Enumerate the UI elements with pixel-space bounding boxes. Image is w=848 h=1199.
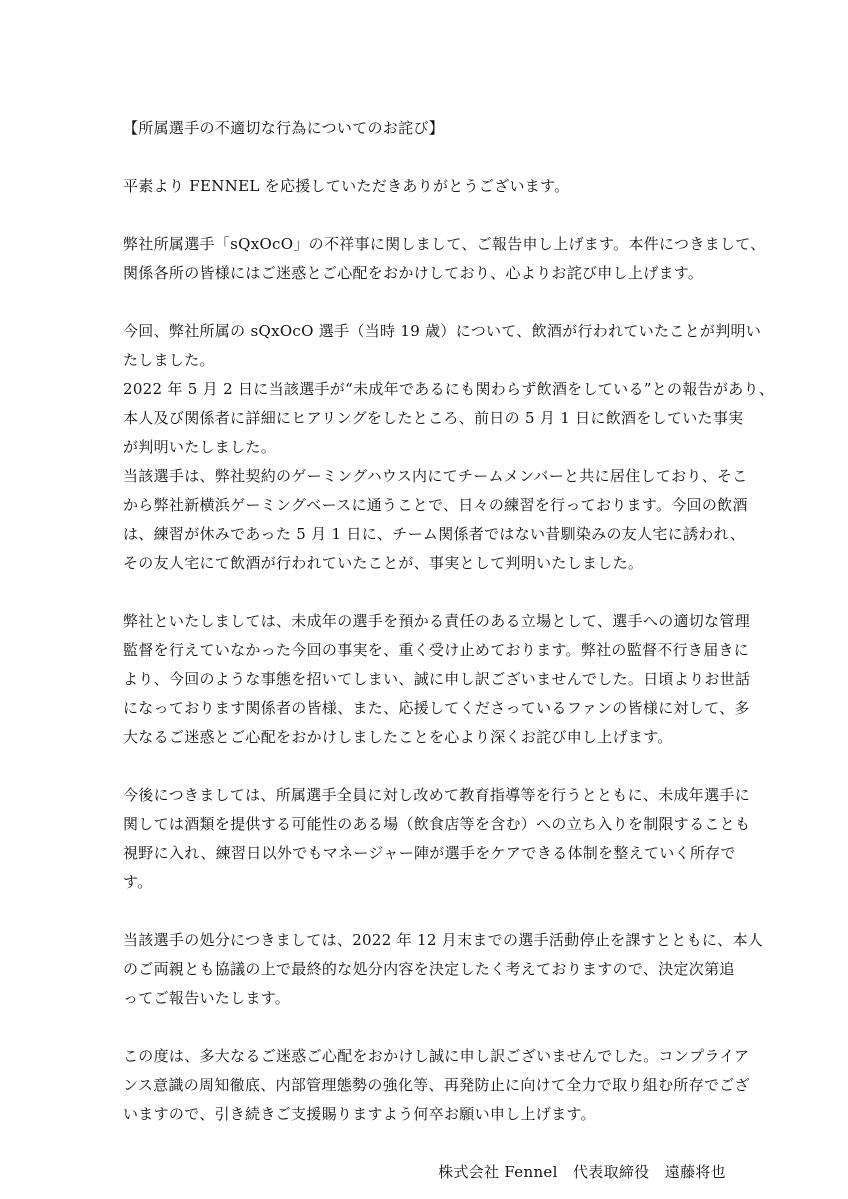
paragraph-responsibility — [123, 607, 751, 752]
text-line: が判明いたしました。 — [123, 438, 277, 456]
spacer — [123, 1013, 728, 1042]
greeting-line: 平素より FENNEL を応援していただきありがとうございます。 — [123, 177, 570, 195]
paragraph-sanction — [123, 926, 764, 1013]
spacer — [123, 201, 728, 230]
text-line: は、練習が休みであった 5 月 1 日に、チーム関係者ではない昔馴染みの友人宅に誘われ、 — [123, 525, 746, 543]
text-line: から弊社新横浜ゲーミングベースに通うことで、日々の練習を行っております。今回の飲酒 — [123, 496, 748, 514]
text-line: 今後につきましては、所属選手全員に対し改めて教育指導等を行うとともに、未成年選手に — [123, 786, 751, 804]
text-line: のご両親とも協議の上で最終的な処分内容を決定したく考えておりますので、決定次第追 — [123, 960, 735, 978]
document-body — [123, 114, 775, 1187]
text-line: 弊社所属選手「sQxOcO」の不祥事に関しまして、ご報告申し上げます。本件につきまして、 — [123, 235, 766, 253]
text-line: 本人及び関係者に詳細にヒアリングをしたところ、前日の 5 月 1 日に飲酒をしていた事実 — [123, 409, 744, 427]
text-line: ってご報告いたします。 — [123, 989, 291, 1007]
paragraph-closing — [123, 1042, 750, 1129]
text-line: になっております関係者の皆様、また、応援してくださっているファンの皆様に対して、多 — [123, 699, 750, 717]
spacer — [123, 288, 728, 317]
text-line: 関係各所の皆様にはご迷惑とご心配をおかけしており、心よりお詫び申し上げます。 — [123, 264, 704, 282]
spacer — [123, 1129, 728, 1158]
text-line: 視野に入れ、練習日以外でもマネージャー陣が選手をケアできる体制を整えていく所存で — [123, 844, 736, 862]
text-line: す。 — [123, 873, 153, 891]
text-line: 当該選手は、弊社契約のゲーミングハウス内にてチームメンバーと共に居住しており、そこ — [123, 467, 748, 485]
spacer — [123, 143, 728, 172]
text-line: ンス意識の周知徹底、内部管理態勢の強化等、再発防止に向けて全力で取り組む所存でござ — [123, 1076, 750, 1094]
text-line: 弊社といたしましては、未成年の選手を預かる責任のある立場として、選手への適切な管理 — [123, 612, 751, 630]
paragraph-measures — [123, 781, 751, 897]
spacer — [123, 578, 728, 607]
text-line: 当該選手の処分につきましては、2022 年 12 月末までの選手活動停止を課すとともに、本人 — [123, 931, 764, 949]
text-line: 大なるご迷惑とご心配をおかけしましたことを心より深くお詫び申し上げます。 — [123, 728, 673, 746]
text-line: より、今回のような事態を招いてしまい、誠に申し訳ございませんでした。日頃よりお世話 — [123, 670, 751, 688]
text-line: 関しては酒類を提供する可能性のある場（飲食店等を含む）への立ち入りを制限することも — [123, 815, 751, 833]
text-line: その友人宅にて飲酒が行われていたことが、事実として判明いたしました。 — [123, 554, 644, 572]
text-line: この度は、多大なるご迷惑ご心配をおかけし誠に申し訳ございませんでした。コンプライア — [123, 1047, 750, 1065]
text-line: 2022 年 5 月 2 日に当該選手が“未成年であるにも関わらず飲酒をしている”との報告があり、 — [123, 380, 775, 398]
text-line: 今回、弊社所属の sQxOcO 選手（当時 19 歳）について、飲酒が行われていたことが判明い — [123, 322, 762, 340]
text-line: 監督を行えていなかった今回の事実を、重く受け止めております。弊社の監督不行き届きに — [123, 641, 750, 659]
document-title: 【所属選手の不適切な行為についてのお詫び】 — [123, 119, 445, 137]
text-line: たしました。 — [123, 351, 215, 369]
text-line: いますので、引き続きご支援賜りますよう何卒お願い申し上げます。 — [123, 1105, 596, 1123]
paragraph-incident — [123, 317, 775, 578]
spacer — [123, 897, 728, 926]
paragraph-report — [123, 230, 766, 288]
spacer — [123, 752, 728, 781]
signature: 株式会社 Fennel 代表取締役 遠藤将也 — [438, 1163, 726, 1181]
